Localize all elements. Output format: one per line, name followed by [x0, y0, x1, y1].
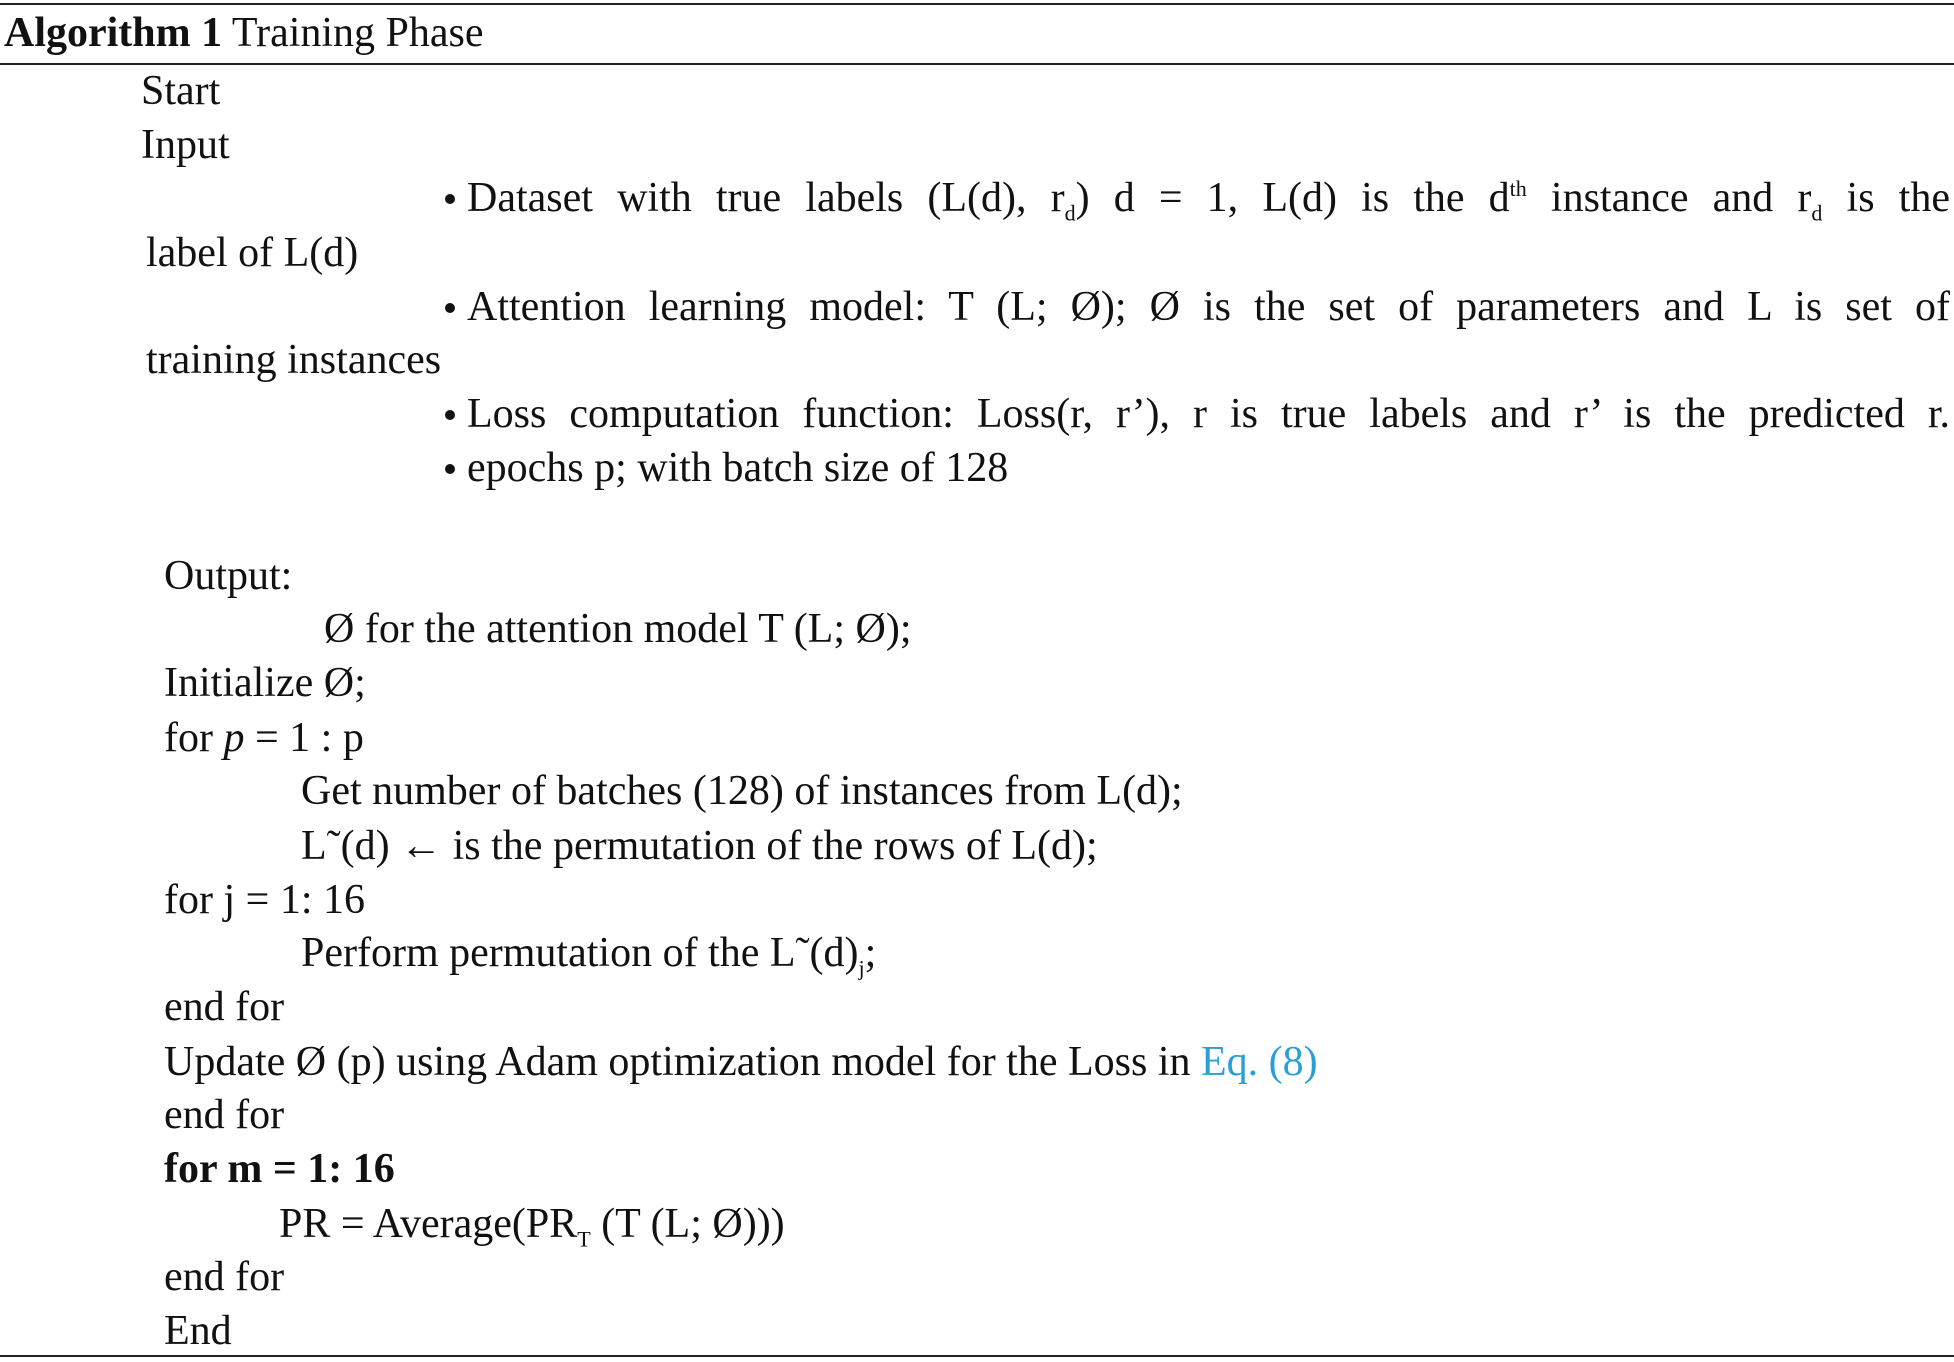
pr-line [279, 1197, 785, 1251]
text: is the [1822, 175, 1950, 221]
bullet-icon [445, 194, 455, 204]
algorithm-label: Algorithm 1 [4, 10, 223, 56]
input-bullet-model [445, 280, 1950, 334]
caption-rule [0, 63, 1954, 65]
output-line: Output: [164, 553, 293, 599]
input-bullet-epochs [445, 441, 1008, 495]
top-rule [0, 3, 1954, 5]
bullet-icon [445, 410, 455, 420]
subscript: j [858, 955, 865, 981]
get-batches-line: Get number of batches (128) of instances from L(d); [301, 768, 1183, 814]
text: Update Ø (p) using Adam optimization model for the Loss in [164, 1039, 1201, 1085]
bullet-icon [445, 303, 455, 313]
end-for-line-1: end for [164, 984, 285, 1030]
subscript: d [1811, 200, 1823, 226]
for-j-line: for j = 1: 16 [164, 877, 365, 923]
text: Loss computation function: Loss(r, r’), r is true labels and r’ is the predicted r. [467, 391, 1950, 437]
text: Perform permutation of the L˜(d) [301, 930, 859, 976]
end-for-line-3: end for [164, 1254, 285, 1300]
update-line [164, 1035, 1318, 1089]
for-p-line [164, 711, 364, 765]
input-bullet-dataset-cont: label of L(d) [146, 230, 359, 276]
perform-line [301, 926, 876, 980]
text: epochs p; with batch size of 128 [467, 445, 1009, 491]
output-desc: Ø for the attention model T (L; Ø); [324, 606, 912, 652]
initialize-line: Initialize Ø; [164, 660, 366, 706]
algorithm-caption [4, 6, 484, 60]
text: Dataset with true labels (L(d), r [467, 175, 1065, 221]
end-line: End [164, 1308, 232, 1354]
start-line: Start [141, 68, 221, 114]
for-m-line: for m = 1: 16 [164, 1146, 395, 1192]
text: (T (L; Ø))) [590, 1201, 785, 1247]
text: instance and r [1526, 175, 1812, 221]
text: ; [864, 930, 877, 976]
text: Attention learning model: T (L; Ø); Ø is the set of parameters and L is set of [467, 284, 1950, 330]
subscript: T [577, 1226, 591, 1252]
end-for-line-2: end for [164, 1092, 285, 1138]
variable: p [223, 715, 245, 761]
bottom-rule [0, 1355, 1954, 1357]
input-bullet-model-cont: training instances [146, 337, 442, 383]
text: for [164, 715, 224, 761]
text: PR = Average(PR [279, 1201, 578, 1247]
text: = 1 : p [244, 715, 364, 761]
input-bullet-loss [445, 387, 1950, 441]
input-bullet-dataset [445, 171, 1950, 225]
bullet-icon [445, 464, 455, 474]
permute-rows-line: L˜(d) ← is the permutation of the rows of L(d); [301, 823, 1098, 869]
subscript: d [1064, 200, 1076, 226]
algorithm-title: Training Phase [231, 10, 484, 56]
superscript: th [1509, 176, 1527, 201]
text: ) d = 1, L(d) is the d [1075, 175, 1510, 221]
input-line: Input [141, 122, 230, 168]
equation-link[interactable]: Eq. (8) [1201, 1039, 1318, 1085]
